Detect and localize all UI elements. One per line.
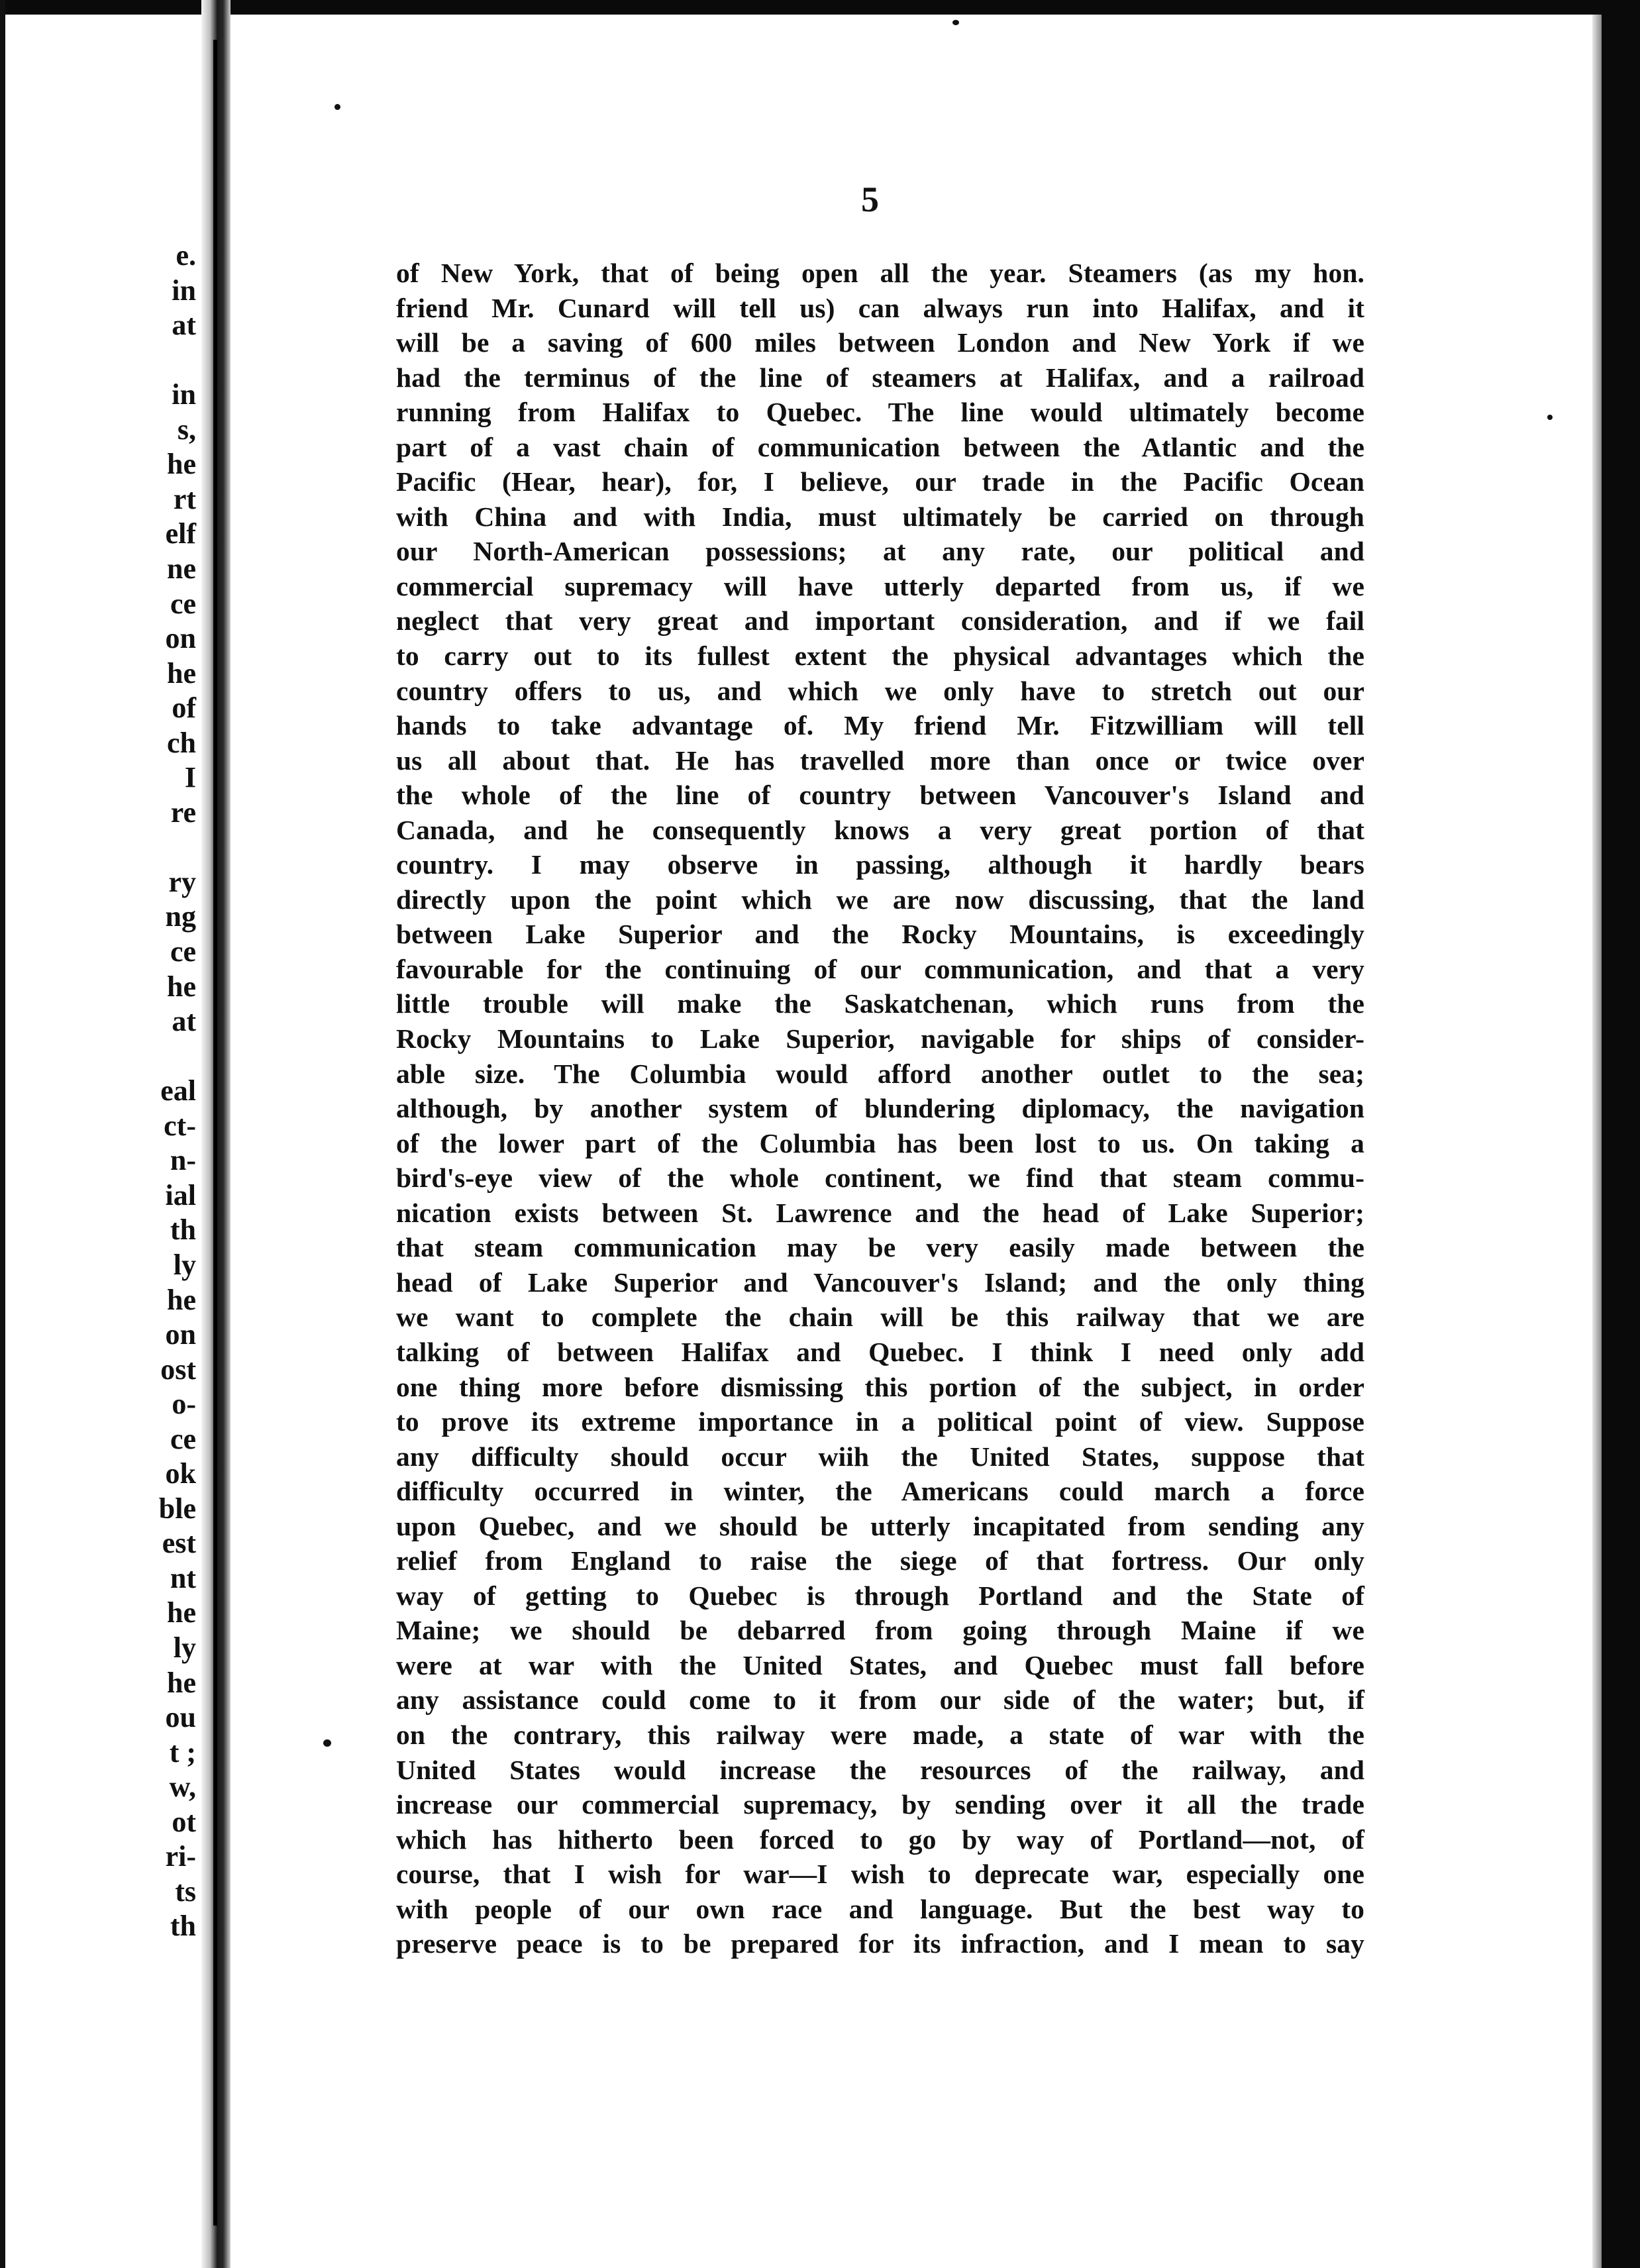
text-line: running from Halifax to Quebec. The line would ultimately become — [396, 397, 1364, 428]
previous-page-line: ot — [172, 1805, 196, 1838]
previous-page-line: ne — [167, 552, 196, 585]
previous-page-line: ly — [173, 1248, 196, 1281]
previous-page-line: in — [172, 378, 196, 411]
text-line: any assistance could come to it from our side of the water; but, if — [396, 1684, 1364, 1716]
text-line: we want to complete the chain will be this railway that we are — [396, 1302, 1364, 1333]
speck — [952, 20, 959, 25]
previous-page-line: at — [172, 309, 196, 342]
previous-page-line: t ; — [169, 1735, 196, 1769]
text-line: bird's-eye view of the whole continent, we find that steam commu- — [396, 1162, 1364, 1194]
text-line: increase our commercial supremacy, by sending over it all the trade — [396, 1789, 1364, 1820]
speck — [334, 104, 340, 110]
previous-page-fragment — [5, 238, 201, 2027]
previous-page-line: ce — [170, 587, 196, 620]
text-line: head of Lake Superior and Vancouver's Island; and the only thing — [396, 1266, 1364, 1298]
previous-page-line: he — [167, 1666, 196, 1699]
text-line: commercial supremacy will have utterly departed from us, if we — [396, 570, 1364, 601]
text-line: to carry out to its fullest extent the physical advantages which the — [396, 641, 1364, 672]
text-line: friend Mr. Cunard will tell us) can always run into Halifax, and it — [396, 292, 1364, 323]
previous-page-line: I — [184, 761, 196, 794]
text-line: which has hitherto been forced to go by way of Portland—not, of — [396, 1824, 1364, 1855]
text-line: although, by another system of blundering diplomacy, the navigation — [396, 1093, 1364, 1124]
text-line: preserve peace is to be prepared for its infraction, and I mean to say — [396, 1928, 1364, 1959]
previous-page-line: th — [170, 1213, 196, 1247]
previous-page-line: ce — [170, 1422, 196, 1455]
text-line: country. I may observe in passing, although it hardly bears — [396, 849, 1364, 880]
text-line: had the terminus of the line of steamers at Halifax, and a railroad — [396, 362, 1364, 393]
text-line: Canada, and he consequently knows a very great portion of that — [396, 814, 1364, 845]
previous-page-line: s, — [177, 413, 196, 446]
scan-border-top — [0, 0, 1640, 15]
speck — [323, 1739, 331, 1747]
previous-page-line: re — [170, 796, 196, 829]
text-line: any difficulty should occur wiih the United States, suppose that — [396, 1441, 1364, 1472]
text-line: the whole of the line of country between Vancouver's Island and — [396, 780, 1364, 811]
previous-page-line: ce — [170, 935, 196, 968]
previous-page-line: ial — [165, 1178, 196, 1211]
previous-page-line: of — [172, 692, 196, 725]
text-line: that steam communication may be very easily made between the — [396, 1232, 1364, 1263]
previous-page-line: ch — [167, 726, 196, 759]
scan-border-left — [0, 0, 5, 2268]
text-line: one thing more before dismissing this portion of the subject, in order — [396, 1371, 1364, 1402]
previous-page-line: rt — [173, 482, 196, 515]
text-line: hands to take advantage of. My friend Mr. Fitzwilliam will tell — [396, 710, 1364, 741]
previous-page-line: n- — [170, 1144, 196, 1177]
previous-page-line: w, — [169, 1771, 196, 1804]
previous-page-line: o- — [172, 1388, 196, 1421]
text-line: us all about that. He has travelled more than once or twice over — [396, 745, 1364, 776]
text-line: of the lower part of the Columbia has been lost to us. On taking a — [396, 1127, 1364, 1159]
previous-page-line: on — [165, 1318, 196, 1351]
previous-page-line: ct- — [164, 1109, 196, 1142]
previous-page-line: ng — [165, 900, 196, 933]
text-line: little trouble will make the Saskatchenan, which runs from the — [396, 988, 1364, 1019]
text-line: with people of our own race and language. But the best way to — [396, 1893, 1364, 1924]
previous-page-line: he — [167, 656, 196, 690]
text-line: difficulty occurred in winter, the Americans could march a force — [396, 1476, 1364, 1507]
body-text — [396, 256, 1364, 1961]
text-line: course, that I wish for war—I wish to deprecate war, especially one — [396, 1859, 1364, 1890]
text-line: between Lake Superior and the Rocky Mountains, is exceedingly — [396, 919, 1364, 950]
text-line: Pacific (Hear, hear), for, I believe, our trade in the Pacific Ocean — [396, 466, 1364, 497]
previous-page-line: ok — [165, 1457, 196, 1490]
previous-page-line: in — [172, 274, 196, 307]
scan-border-right — [1602, 0, 1640, 2268]
previous-page-line: he — [167, 970, 196, 1003]
previous-page-line: ou — [165, 1701, 196, 1734]
text-line: favourable for the continuing of our communication, and that a very — [396, 953, 1364, 984]
text-line: of New York, that of being open all the year. Steamers (as my hon. — [396, 258, 1364, 288]
text-line: Rocky Mountains to Lake Superior, navigable for ships of consider- — [396, 1023, 1364, 1055]
text-line: relief from England to raise the siege of that fortress. Our only — [396, 1545, 1364, 1576]
text-line: were at war with the United States, and Quebec must fall before — [396, 1649, 1364, 1680]
text-line: part of a vast chain of communication between the Atlantic and the — [396, 431, 1364, 462]
previous-page-line: ost — [160, 1353, 196, 1386]
page-edge-shadow — [1592, 15, 1602, 2268]
previous-page-line: ly — [173, 1631, 196, 1664]
previous-page-line: est — [162, 1527, 196, 1560]
text-line: talking of between Halifax and Quebec. I think I need only add — [396, 1336, 1364, 1367]
text-line: Maine; we should be debarred from going through Maine if we — [396, 1615, 1364, 1646]
speck — [1547, 415, 1553, 420]
text-line: United States would increase the resources of the railway, and — [396, 1754, 1364, 1785]
text-line: able size. The Columbia would afford another outlet to the sea; — [396, 1058, 1364, 1089]
text-line: country offers to us, and which we only have to stretch out our — [396, 675, 1364, 706]
previous-page-line: ble — [158, 1492, 196, 1525]
previous-page-line: th — [170, 1910, 196, 1943]
previous-page-line: at — [172, 1005, 196, 1038]
previous-page-line: nt — [170, 1561, 196, 1594]
page-number: 5 — [861, 180, 879, 219]
text-line: neglect that very great and important consideration, and if we fail — [396, 605, 1364, 637]
gutter-fold-line — [213, 40, 217, 2226]
text-line: directly upon the point which we are now discussing, that the land — [396, 884, 1364, 915]
previous-page-line: elf — [165, 517, 196, 550]
text-line: nication exists between St. Lawrence and the head of Lake Superior; — [396, 1197, 1364, 1228]
text-line: upon Quebec, and we should be utterly incapitated from sending any — [396, 1510, 1364, 1541]
text-line: with China and with India, must ultimately be carried on through — [396, 501, 1364, 532]
text-line: will be a saving of 600 miles between London and New York if we — [396, 327, 1364, 358]
previous-page-line: on — [165, 622, 196, 655]
previous-page-line: eal — [160, 1074, 196, 1108]
previous-page-line: e. — [176, 239, 196, 272]
previous-page-line: he — [167, 1596, 196, 1629]
previous-page-line: he — [167, 448, 196, 481]
text-line: our North-American possessions; at any rate, our political and — [396, 536, 1364, 567]
previous-page-line: he — [167, 1283, 196, 1316]
previous-page-line: ri- — [165, 1840, 196, 1873]
previous-page-line: ts — [175, 1875, 196, 1908]
text-line: way of getting to Quebec is through Portland and the State of — [396, 1580, 1364, 1611]
text-line: to prove its extreme importance in a political point of view. Suppose — [396, 1406, 1364, 1437]
previous-page-line: ry — [168, 865, 196, 898]
text-line: on the contrary, this railway were made, a state of war with the — [396, 1719, 1364, 1750]
